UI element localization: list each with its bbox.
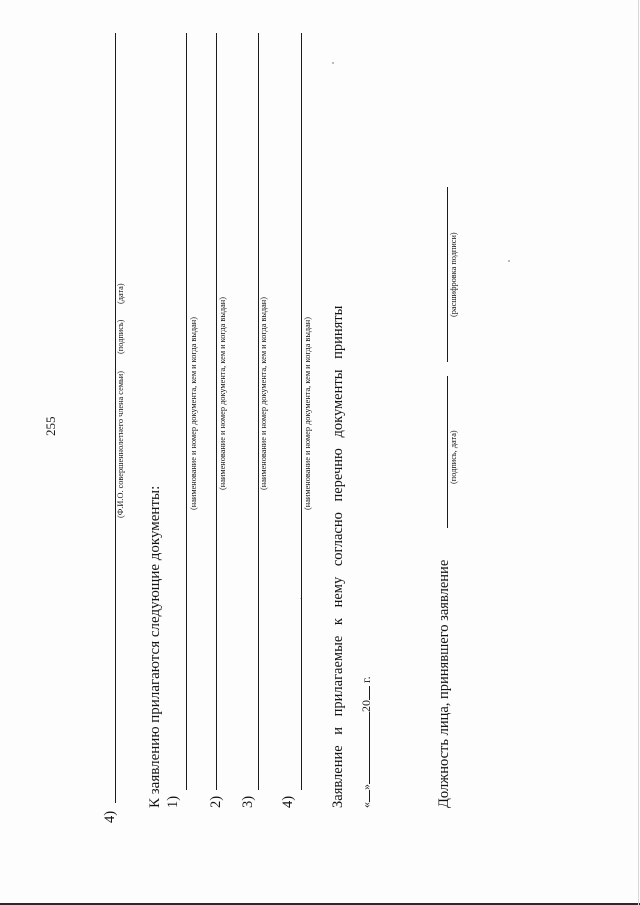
official-signature-line xyxy=(447,376,448,528)
caption-member-name: (Ф.И.О. совершеннолетнего члена семьи) xyxy=(116,370,125,518)
attachment-number-2: 2) xyxy=(208,795,224,808)
attachment-number-4: 4) xyxy=(280,795,296,808)
scan-speck xyxy=(332,62,334,64)
date-year-prefix: 20 xyxy=(359,700,373,712)
attachment-caption-3: (наименование и номер документа, кем и когда выдан) xyxy=(259,297,268,490)
official-position-label: Должность лица, принявшего заявление xyxy=(436,559,452,808)
acceptance-date-line xyxy=(360,676,372,808)
date-close-quote: » xyxy=(359,784,373,790)
rotated-form-sheet xyxy=(43,65,458,845)
attachment-line-1 xyxy=(186,33,187,790)
caption-member-signature: (подпись) xyxy=(116,319,125,354)
date-day-blank xyxy=(369,790,370,802)
official-caption-decode: (расшифровка подписи) xyxy=(449,232,458,317)
attachment-caption-2: (наименование и номер документа, кем и когда выдан) xyxy=(218,297,227,490)
acceptance-statement: Заявление и прилагаемые к нему согласно перечню документы приняты xyxy=(330,305,346,808)
caption-member-date: (дата) xyxy=(116,283,125,304)
date-open-quote: « xyxy=(359,802,373,808)
scan-border-right xyxy=(638,0,639,905)
official-caption-signature: (подпись, дата) xyxy=(449,430,458,484)
attachment-number-3: 3) xyxy=(240,795,256,808)
attachment-caption-4: (наименование и номер документа, кем и когда выдан) xyxy=(303,317,312,510)
date-year-blank xyxy=(369,686,370,700)
attachment-line-4 xyxy=(301,33,302,790)
scan-speck xyxy=(508,260,510,262)
attachment-caption-1: (наименование и номер документа, кем и когда выдан) xyxy=(189,317,198,510)
member-item-number: 4) xyxy=(102,810,118,823)
attachment-number-1: 1) xyxy=(165,795,181,808)
attachment-line-2 xyxy=(216,33,217,790)
date-month-blank xyxy=(369,712,370,784)
official-decode-line xyxy=(447,187,448,362)
attachments-heading: К заявлению прилагаются следующие документы: xyxy=(147,485,163,808)
page-number: 255 xyxy=(43,416,58,436)
date-year-suffix: г. xyxy=(359,676,373,683)
